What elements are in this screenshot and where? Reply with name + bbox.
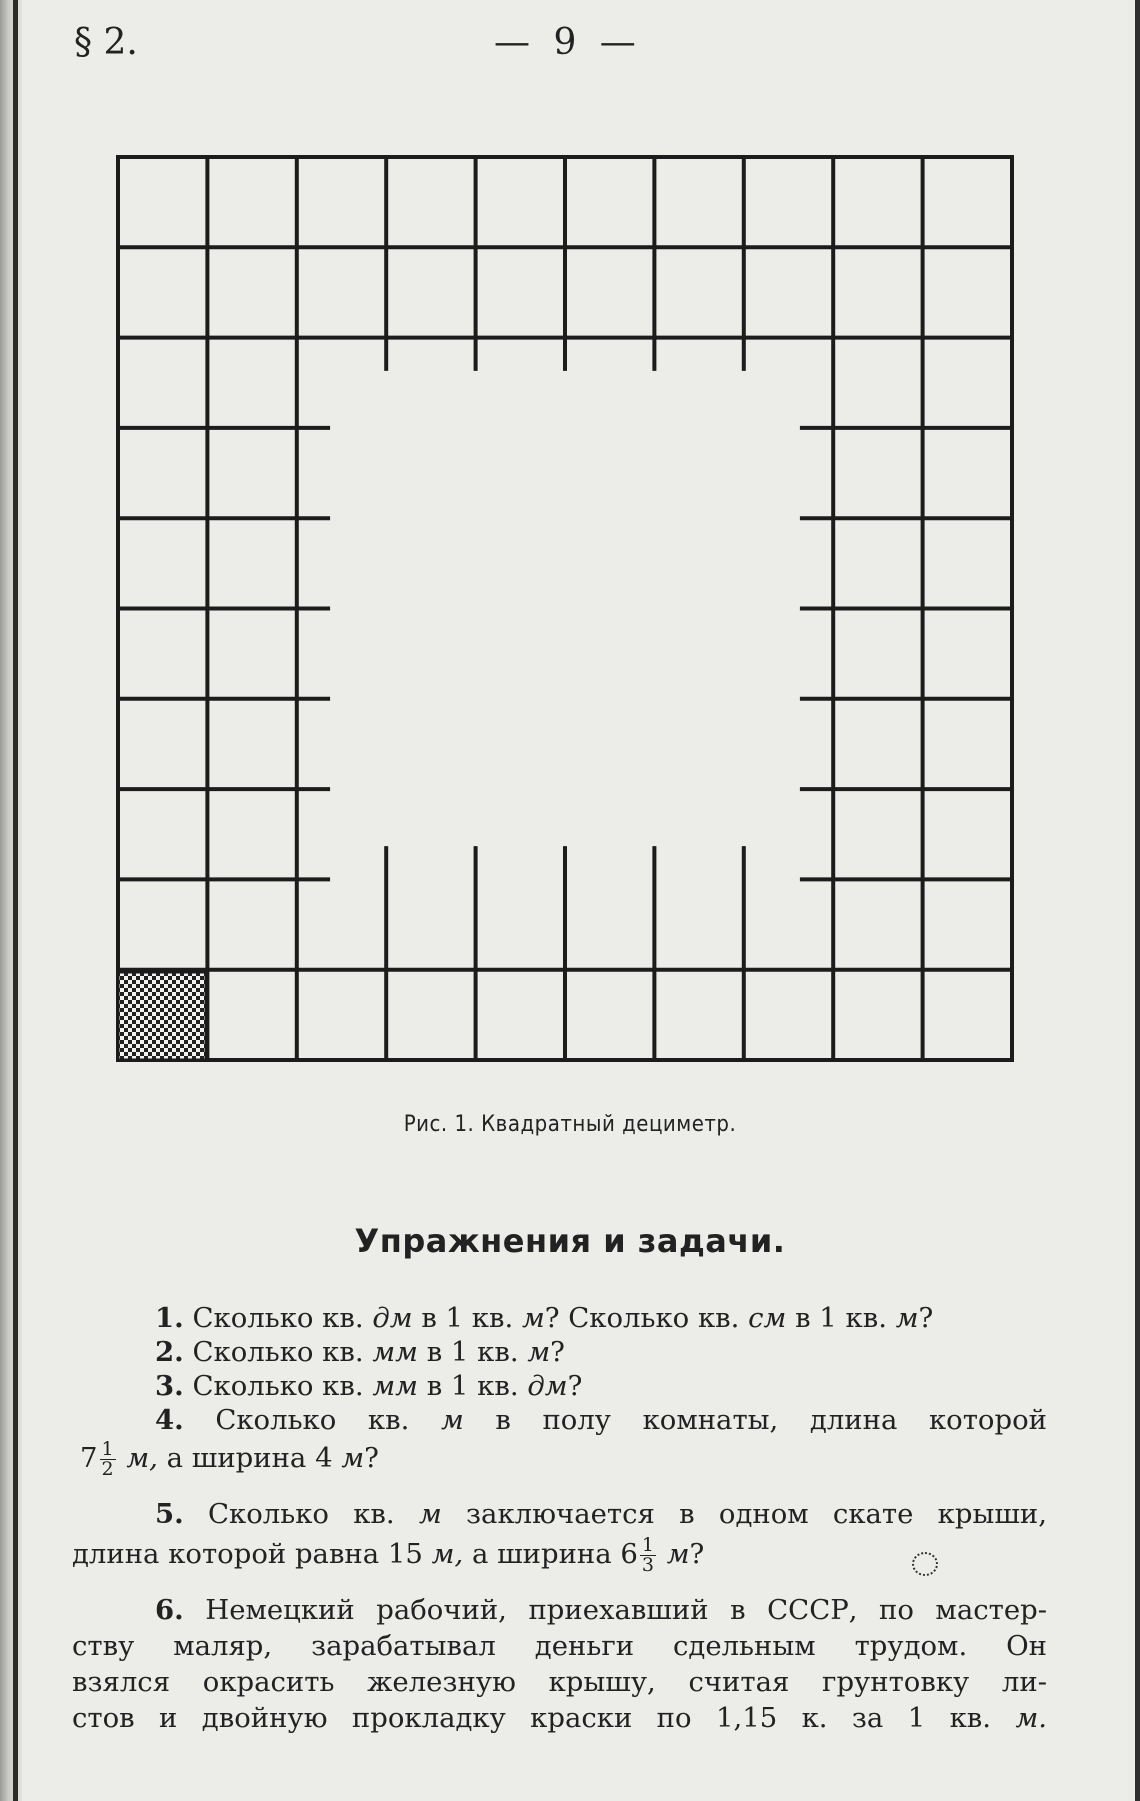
task-6-line-3: взялся окрасить железную крышу, считая грунтовку ли- — [72, 1666, 1047, 1698]
task-6-line-2: ству маляр, зарабатывал деньги сдельным трудом. Он — [72, 1630, 1047, 1662]
fraction: $\frac{1}{3}$ — [641, 1534, 654, 1576]
section-number: § 2. — [74, 22, 138, 63]
task-2: 2. Сколько кв. мм в 1 кв. м? — [155, 1336, 565, 1368]
exercises-heading: Упражнения и задачи. — [354, 1222, 786, 1260]
task-4-line-1: 4. Сколько кв. м в полу комнаты, длина которой — [155, 1404, 1047, 1436]
fraction: $\frac{1}{2}$ — [101, 1438, 114, 1480]
task-6-line-1: 6. Немецкий рабочий, приехавший в СССР, по мастер- — [155, 1594, 1047, 1626]
task-5-line-1: 5. Сколько кв. м заключается в одном скате крыши, — [155, 1498, 1047, 1530]
task-1: 1. Сколько кв. дм в 1 кв. м? Сколько кв. см в 1 кв. м? — [155, 1302, 934, 1334]
task-5-line-2: длина которой равна 15 м, а ширина 6 $\frac{1}{3}$ м? — [72, 1534, 705, 1576]
task-6-line-4: стов и двойную прокладку краски по 1,15 к. за 1 кв. м. — [72, 1702, 1047, 1734]
ink-circle-mark — [912, 1552, 938, 1576]
page-number: — 9 — — [494, 22, 642, 63]
task-4-line-2: 7 $\frac{1}{2}$ м, а ширина 4 м? — [80, 1438, 379, 1480]
square-centimeter-cell — [118, 972, 206, 1060]
task-3: 3. Сколько кв. мм в 1 кв. дм? — [155, 1370, 583, 1402]
figure-caption: Рис. 1. Квадратный дециметр. — [403, 1112, 737, 1137]
